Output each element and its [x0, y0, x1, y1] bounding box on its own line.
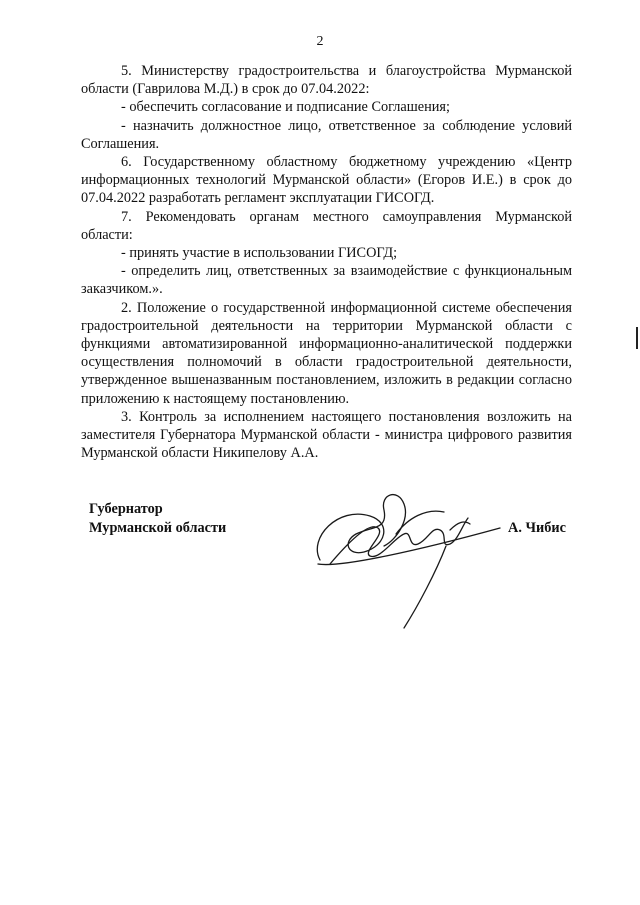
paragraph-section-3: 3. Контроль за исполнением настоящего постановления возложить на заместителя Губернатора Мурманской области - министра цифрового развития Мурманской области Никипелову А.А. [81, 408, 572, 462]
paragraph-item-5-bullet-2: - назначить должностное лицо, ответственное за соблюдение условий Соглашения. [81, 117, 572, 152]
paragraph-item-5-bullet-1: - обеспечить согласование и подписание Соглашения; [121, 99, 450, 116]
document-body [81, 62, 572, 462]
paragraph-item-5: 5. Министерству градостроительства и благоустройства Мурманской области (Гаврилова М.Д.) в срок до 07.04.2022: [81, 63, 572, 98]
signatory-position [89, 500, 226, 537]
signatory-name: А. Чибис [508, 520, 566, 536]
handwritten-signature [300, 468, 510, 638]
paragraph-section-2: 2. Положение о государственной информационной системе обеспечения градостроительной деятельности на территории Мурманской области с функциями автоматизированной информационно-аналитической поддержки осуществления полномочий в области градостроительной деятельности, утвержденное вышеназванным постановлением, изложить в редакции согласно приложению к настоящему постановлению. [81, 299, 572, 407]
page-number: 2 [316, 34, 324, 49]
paragraph-item-7-bullet-2: - определить лиц, ответственных за взаимодействие с функциональным заказчиком.». [81, 263, 572, 298]
signatory-position-line-2: Мурманской области [89, 519, 227, 536]
signatory-position-line-1: Губернатор [89, 501, 163, 517]
margin-mark [636, 327, 638, 349]
paragraph-item-7: 7. Рекомендовать органам местного самоуправления Мурманской области: [81, 208, 572, 243]
paragraph-item-6: 6. Государственному областному бюджетному учреждению «Центр информационных технологий Мурманской области» (Егоров И.Е.) в срок до 07.04.2022 разработать регламент эксплуатации ГИСОГД. [81, 154, 572, 207]
paragraph-item-7-bullet-1: - принять участие в использовании ГИСОГД; [121, 245, 398, 262]
